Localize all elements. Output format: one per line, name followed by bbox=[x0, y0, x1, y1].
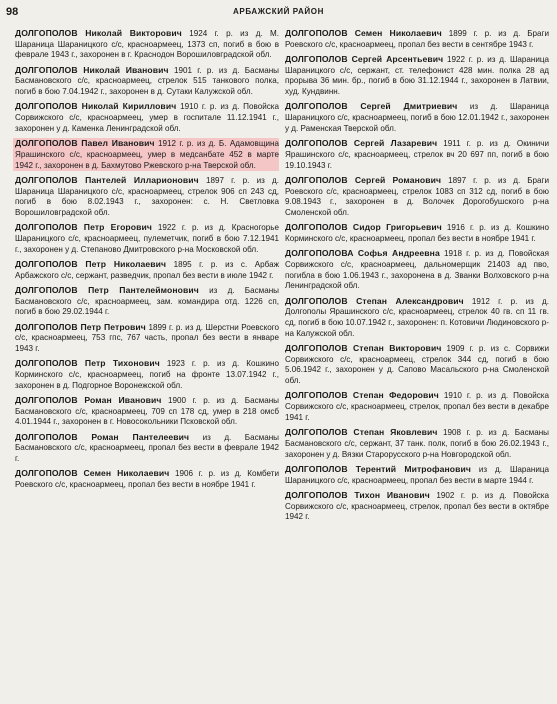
entry-text: из д. Шараница Шараницкого с/с, красноармеец, пропал без вести в марте 1944 г. bbox=[285, 464, 549, 485]
memorial-entry bbox=[285, 175, 549, 219]
memorial-entry bbox=[285, 222, 549, 244]
entry-text: 1910 г. р. из д. Повойска Сорвижского с/с, красноармеец, умер в госпитале 11.12.1941 г., захоронен у д. Каменка Ленинградской обл. bbox=[15, 102, 280, 133]
entry-text: 1908 г. р. из д. Басманы Басмановского с/с, сержант, 37 танк. полк, погиб в бою 26.02.1943 г., захоронен у д. Вязки Старорусского р-на Новгородской обл. bbox=[285, 428, 549, 459]
entry-name: ДОЛГОПОЛОВ Петр Егорович bbox=[15, 222, 152, 233]
memorial-entry bbox=[15, 322, 279, 355]
entry-name: ДОЛГОПОЛОВ Петр Николаевич bbox=[15, 258, 167, 269]
entry-name: ДОЛГОПОЛОВ Петр Петрович bbox=[15, 321, 146, 332]
entry-text: 1923 г. р. из д. Кошкино Корминского с/с, красноармеец, погиб на фронте 13.07.1942 г., захоронен в д. Подгорное Воронежской обл. bbox=[15, 359, 280, 390]
entry-text: из д. Шараница Шараницкого с/с, красноармеец, погиб в бою 12.01.1942 г., захоронен у д. Раменская Тверской обл. bbox=[285, 102, 549, 133]
entry-text: 1897 г. р. из д. Браги Роевского с/с, красноармеец, стрелок 1083 сп 312 сд, погиб в бою 9.08.1943 г., захоронен в д. Волочек Дорогобушского р-на Смоленской обл. bbox=[285, 175, 549, 217]
memorial-entry bbox=[285, 490, 549, 523]
entry-text: 1902 г. р. из д. Повойска Сорвижского с/с, красноармеец, стрелок, пропал без вести в октябре 1942 г. bbox=[285, 490, 549, 522]
memorial-entry bbox=[285, 138, 549, 171]
memorial-entry bbox=[15, 28, 279, 61]
entry-name: ДОЛГОПОЛОВ Степан Федорович bbox=[285, 390, 439, 401]
memorial-entry bbox=[285, 101, 549, 134]
entry-name: ДОЛГОПОЛОВ Роман Пантелеевич bbox=[15, 431, 190, 442]
entry-name: ДОЛГОПОЛОВ Павел Иванович bbox=[15, 138, 155, 149]
memorial-entry bbox=[15, 468, 279, 490]
page-number: 98 bbox=[6, 6, 19, 18]
entry-name: ДОЛГОПОЛОВ Сергей Лазаревич bbox=[285, 138, 438, 149]
entry-text: из д. Басманы Басмановского с/с, красноармеец, зам. командира отд. 1226 сп, погиб в бою 29.02.1944 г. bbox=[15, 285, 279, 317]
entry-name: ДОЛГОПОЛОВ Семен Николаевич bbox=[15, 468, 170, 479]
entry-text: 1910 г. р. из д. Повойска Сорвижского с/с, красноармеец, стрелок, пропал без вести в декабре 1941 г. bbox=[285, 391, 550, 422]
memorial-entry bbox=[285, 390, 549, 423]
entry-text: 1899 г. р. из д. Браги Роевского с/с, красноармеец, пропал без вести в сентябре 1943 г. bbox=[285, 29, 550, 49]
entry-name: ДОЛГОПОЛОВ Николай Кириллович bbox=[15, 101, 177, 112]
entry-text: 1897 г. р. из д. Шараница Шараницкого с/с, красноармеец, стрелок 906 сп 243 сд, погиб в бою 8.02.1943 г., захоронен: с. Н. Светловка Ворошиловградской обл. bbox=[15, 175, 279, 217]
entry-name: ДОЛГОПОЛОВ Пантелей Илларионович bbox=[15, 174, 199, 185]
entry-name: ДОЛГОПОЛОВ Николай Викторович bbox=[15, 28, 182, 38]
entry-text: 1895 г. р. из с. Арбаж Арбажского с/с, сержант, разведчик, пропал без вести в июле 1942 г. bbox=[15, 259, 279, 280]
entry-text: 1906 г. р. из д. Комбети Роевского с/с, красноармеец, пропал без вести в ноябре 1941 г. bbox=[15, 469, 280, 490]
memorial-entry bbox=[285, 343, 549, 387]
entry-text: 1901 г. р. из д. Басманы Басмановского с/с, красноармеец, стрелок 515 танкового полка, погиб в бою 7.04.1942 г., захоронен в д. Сутаки Калужской обл. bbox=[15, 65, 279, 97]
left-column bbox=[15, 28, 279, 494]
memorial-entry bbox=[15, 395, 279, 428]
memorial-entry bbox=[15, 65, 279, 98]
memorial-entry bbox=[15, 222, 279, 255]
entry-text: 1924 г. р. из д. М. Шараница Шараницкого с/с, красноармеец, 1373 сп, погиб в бою в феврале 1943 г., захоронен в г. Краснодон Ворошиловградской обл. bbox=[15, 29, 280, 60]
entry-name: ДОЛГОПОЛОВ Николай Иванович bbox=[15, 64, 169, 75]
entry-text: из д. Басманы Басмановского с/с, красноармеец, пропал без вести в феврале 1942 г. bbox=[15, 432, 279, 464]
memorial-entry bbox=[15, 285, 279, 318]
entry-text: 1911 г. р. из д. Окиничи Ярашинского с/с, красноармеец, стрелок вч 20 697 пп, погиб в бою 19.10.1943 г. bbox=[285, 139, 549, 170]
entry-name: ДОЛГОПОЛОВА Софья Андреевна bbox=[285, 248, 440, 259]
memorial-entry bbox=[285, 28, 549, 50]
memorial-entry bbox=[15, 175, 279, 219]
entry-name: ДОЛГОПОЛОВ Тихон Иванович bbox=[285, 489, 430, 500]
entry-name: ДОЛГОПОЛОВ Степан Яковлевич bbox=[285, 427, 438, 438]
entry-name: ДОЛГОПОЛОВ Семен Николаевич bbox=[285, 28, 442, 38]
entry-name: ДОЛГОПОЛОВ Терентий Митрофанович bbox=[285, 463, 471, 474]
memorial-entry bbox=[285, 248, 549, 292]
entry-text: 1922 г. р. из д. Красногорье Шараницкого с/с, красноармеец, пулеметчик, погиб в бою 7.12.1941 г., захоронен у д. Степаново Дмитровского р-на Московской обл. bbox=[15, 223, 279, 254]
memorial-entry bbox=[285, 427, 549, 460]
entry-name: ДОЛГОПОЛОВ Сидор Григорьевич bbox=[285, 222, 442, 233]
memorial-entry bbox=[285, 54, 549, 98]
memorial-entry bbox=[15, 101, 279, 134]
entry-name: ДОЛГОПОЛОВ Сергей Романович bbox=[285, 174, 442, 185]
entry-text: 1899 г. р. из д. Шерстни Роевского с/с, красноармеец, 753 гпс, 767 часть, пропал без вести в январе 1943 г. bbox=[15, 322, 279, 354]
entry-text: 1912 г. р. из д. Б. Адамовщина Ярашинского с/с, красноармеец, умер в медсанбате 452 в марте 1942 г., захоронен в д. Бахмутово Ржевского р-на Тверской обл. bbox=[15, 139, 279, 170]
memorial-entry bbox=[285, 296, 549, 340]
entry-text: 1900 г. р. из д. Басманы Басмановского с/с, красноармеец, 709 сп 178 сд, умер в 218 омсб 4.01.1944 г., захоронен в г. Новосокольники Псковской обл. bbox=[15, 396, 279, 427]
entry-name: ДОЛГОПОЛОВ Сергей Арсентьевич bbox=[285, 54, 444, 64]
memorial-entry bbox=[285, 464, 549, 486]
entry-name: ДОЛГОПОЛОВ Роман Иванович bbox=[15, 395, 162, 406]
entry-text: 1922 г. р. из д. Шараница Шараницкого с/с, сержант, ст. телефонист 428 мин. полка 28 ад прорыва 36 мин. бр., погиб в бою 31.12.1944 г., захоронен в Латвии, худ. Кундвинн. bbox=[285, 55, 549, 97]
entry-text: 1918 г. р. из д. Повойская Сорвижского с/с, красноармеец, дальномерщик 21403 ад пво, погибла в бою 1.06.1943 г., захоронена в д. Званки Волховского р-на Ленинградской обл. bbox=[285, 249, 549, 291]
memorial-entry bbox=[15, 259, 279, 281]
entry-name: ДОЛГОПОЛОВ Степан Александрович bbox=[285, 295, 464, 306]
entry-name: ДОЛГОПОЛОВ Петр Пантелеймонович bbox=[15, 284, 199, 295]
entry-text: 1909 г. р. из с. Сорвижи Сорвижского с/с, красноармеец, стрелок 344 сд, погиб в бою 5.06.1942 г., захоронен у д. Сапово Масальского р-на Смоленской обл. bbox=[285, 344, 549, 386]
memorial-entry bbox=[15, 432, 279, 465]
entry-name: ДОЛГОПОЛОВ Степан Викторович bbox=[285, 343, 442, 354]
right-column bbox=[285, 28, 549, 527]
memorial-entry bbox=[13, 138, 279, 171]
memorial-entry bbox=[15, 358, 279, 391]
entry-text: 1912 г. р. из д. Долгополы Ярашинского с/с, красноармеец, стрелок 40 гв. сп 11 гв. сд, погиб в бою 10.07.1942 г., захоронен: п. Котовичи Людиновского р-на Калужской обл. bbox=[285, 296, 549, 338]
entry-name: ДОЛГОПОЛОВ Петр Тихонович bbox=[15, 358, 160, 369]
entry-text: 1916 г. р. из д. Кошкино Корминского с/с, красноармеец, пропал без вести в ноябре 1941 г. bbox=[285, 223, 550, 243]
entry-name: ДОЛГОПОЛОВ Сергей Дмитриевич bbox=[285, 101, 458, 112]
running-head: АРБАЖСКИЙ РАЙОН bbox=[233, 7, 324, 16]
